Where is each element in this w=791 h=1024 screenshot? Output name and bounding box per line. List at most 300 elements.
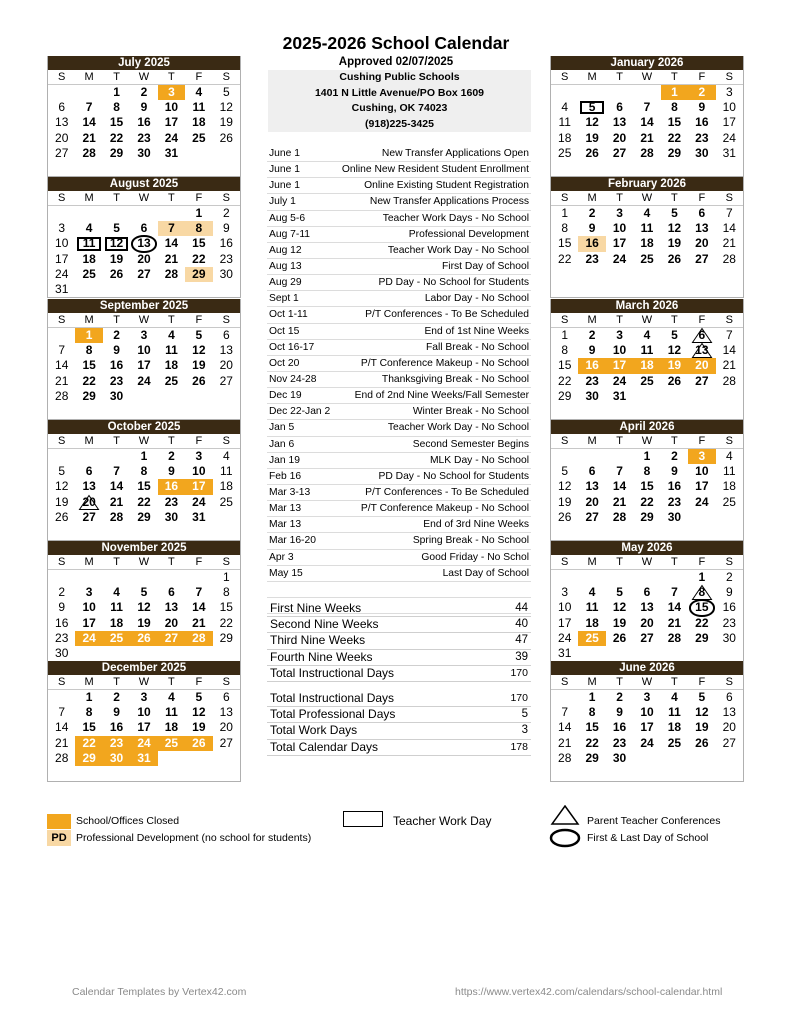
stat-label: Total Instructional Days <box>270 691 395 705</box>
empty-cell <box>606 267 633 282</box>
event-row <box>267 162 531 178</box>
day-cell: 26 <box>109 266 124 281</box>
day-cell: 12 <box>137 600 151 615</box>
day-header: T <box>671 314 678 326</box>
event-row <box>267 259 531 275</box>
day-cell: 25 <box>640 251 654 266</box>
day-header: F <box>195 192 203 204</box>
day-cell: 12 <box>667 221 682 236</box>
day-header: F <box>698 676 706 688</box>
empty-cell <box>48 525 75 540</box>
empty-cell <box>606 525 633 540</box>
day-cell: 16 <box>109 358 124 373</box>
day-header: S <box>725 314 733 326</box>
day-cell: 7 <box>561 705 569 720</box>
school-phone: (918)225-3425 <box>365 117 434 130</box>
day-header: S <box>561 676 569 688</box>
totals-stats <box>267 691 531 756</box>
day-cell: 1 <box>661 85 688 100</box>
empty-cell <box>130 389 157 404</box>
empty-cell <box>716 751 743 766</box>
day-cell: 18 <box>722 479 736 494</box>
day-cell: 29 <box>695 630 709 645</box>
empty-cell <box>716 161 743 176</box>
day-cell: 6 <box>688 328 715 343</box>
day-cell: 14 <box>612 479 627 494</box>
day-cell: 5 <box>195 690 203 704</box>
day-cell: 5 <box>616 585 623 600</box>
day-cell: 3 <box>725 85 733 99</box>
day-cell: 19 <box>137 615 151 630</box>
day-cell: 26 <box>558 509 572 524</box>
day-cell: 13 <box>695 221 709 236</box>
day-cell: 8 <box>561 343 569 358</box>
day-cell: 19 <box>219 115 233 130</box>
event-text: New Transfer Applications Open <box>381 148 529 159</box>
empty-cell <box>661 161 688 176</box>
day-cell: 5 <box>195 328 203 342</box>
day-cell: 10 <box>695 464 709 479</box>
empty-cell <box>213 282 240 297</box>
day-cell: 4 <box>643 206 651 220</box>
day-cell: 29 <box>558 388 572 403</box>
month-title: January 2026 <box>551 56 743 70</box>
empty-cell <box>551 267 578 282</box>
day-cell: 11 <box>723 464 736 479</box>
day-cell: 12 <box>103 236 130 251</box>
empty-cell <box>661 570 688 585</box>
day-cell: 8 <box>222 585 230 600</box>
nine-weeks-stats <box>267 601 531 682</box>
day-cell: 26 <box>585 145 599 160</box>
day-cell: 11 <box>110 600 123 615</box>
day-cell: 1 <box>195 206 203 220</box>
day-cell: 10 <box>137 343 151 358</box>
stat-value: 178 <box>510 740 528 753</box>
empty-cell <box>158 766 185 781</box>
day-cell: 3 <box>561 585 569 600</box>
empty-cell <box>633 85 660 100</box>
day-cell: 5 <box>578 100 605 115</box>
event-text: Last Day of School <box>442 567 529 579</box>
day-cell: 1 <box>588 690 596 704</box>
day-cell: 2 <box>616 690 623 704</box>
day-cell: 17 <box>558 615 572 630</box>
month-may-2026 <box>550 541 744 662</box>
day-cell: 5 <box>671 328 678 342</box>
day-header: W <box>641 314 653 326</box>
day-cell: 31 <box>722 145 736 160</box>
empty-cell <box>48 404 75 419</box>
day-header: F <box>195 71 203 83</box>
day-cell: 20 <box>55 130 69 145</box>
event-text: First Day of School <box>442 260 529 272</box>
month-june-2026 <box>550 661 744 782</box>
day-cell: 23 <box>137 130 151 145</box>
event-text: New Transfer Applications Process <box>369 196 529 208</box>
day-of-week-header <box>551 313 743 328</box>
day-header: W <box>641 435 653 447</box>
conference-triangle-icon <box>692 585 712 600</box>
stat-row <box>267 666 531 682</box>
day-header: T <box>616 676 623 688</box>
day-header: F <box>698 435 706 447</box>
empty-cell <box>661 766 688 781</box>
event-date: Feb 16 <box>269 470 302 482</box>
day-cell: 14 <box>640 115 654 130</box>
day-cell: 9 <box>698 100 706 115</box>
day-cell: 14 <box>82 115 96 130</box>
empty-cell <box>688 161 715 176</box>
event-date: Oct 15 <box>269 325 300 337</box>
event-row <box>267 307 531 323</box>
day-header: W <box>138 435 150 447</box>
day-cell: 30 <box>164 509 179 524</box>
footer-right[interactable]: https://www.vertex42.com/calendars/school-calendar.html <box>455 986 723 998</box>
day-cell: 11 <box>165 343 178 358</box>
day-cell: 13 <box>722 705 736 720</box>
event-row <box>267 227 531 243</box>
day-cell: 20 <box>585 494 599 509</box>
stat-label: Total Instructional Days <box>270 665 395 680</box>
day-cell: 2 <box>113 690 120 704</box>
day-cell: 5 <box>698 690 706 704</box>
day-cell: 3 <box>158 85 185 100</box>
day-cell: 15 <box>667 115 682 130</box>
day-cell: 11 <box>165 705 178 720</box>
day-cell: 21 <box>612 494 627 509</box>
day-cell: 10 <box>612 343 627 358</box>
day-cell: 15 <box>640 479 654 494</box>
event-date: Oct 1-11 <box>269 309 308 321</box>
empty-cell <box>688 282 715 297</box>
day-cell: 7 <box>616 464 623 479</box>
empty-cell <box>48 690 75 705</box>
month-january-2026 <box>550 56 744 177</box>
day-cell: 15 <box>192 236 206 251</box>
empty-cell <box>103 161 130 176</box>
day-cell: 12 <box>55 479 69 494</box>
day-cell: 12 <box>667 343 682 358</box>
empty-cell <box>688 766 715 781</box>
empty-cell <box>551 282 578 297</box>
day-cell: 24 <box>558 630 572 645</box>
event-text: Spring Break - No School <box>412 535 529 547</box>
day-cell: 17 <box>722 115 736 130</box>
empty-cell <box>213 389 240 404</box>
day-header: T <box>113 314 120 326</box>
day-cell: 31 <box>192 509 206 524</box>
stat-label: First Nine Weeks <box>270 601 362 615</box>
empty-cell <box>213 146 240 161</box>
day-cell: 9 <box>113 705 120 720</box>
day-cell: 18 <box>82 251 96 266</box>
day-cell: 14 <box>722 221 736 236</box>
day-cell: 8 <box>85 343 93 358</box>
day-header: S <box>725 71 733 83</box>
day-cell: 2 <box>725 570 733 584</box>
month-october-2025 <box>47 420 241 541</box>
day-header: S <box>725 435 733 447</box>
event-date: Dec 19 <box>269 390 302 402</box>
school-address: 1401 N Little Avenue/PO Box 1609 <box>314 86 485 99</box>
day-cell: 7 <box>725 206 733 220</box>
day-header: T <box>113 435 120 447</box>
day-cell: 29 <box>75 751 102 766</box>
empty-cell <box>158 282 185 297</box>
day-cell: 13 <box>55 115 69 130</box>
empty-cell <box>606 282 633 297</box>
conference-triangle-icon <box>692 328 712 343</box>
empty-cell <box>130 570 157 585</box>
day-header: S <box>561 314 569 326</box>
day-cell: 25 <box>722 494 736 509</box>
empty-cell <box>661 646 688 661</box>
day-of-week-header <box>551 70 743 85</box>
event-text: End of 3rd Nine Weeks <box>423 519 529 531</box>
event-row <box>267 275 531 291</box>
event-text: MLK Day - No School <box>429 454 529 466</box>
event-row <box>267 437 531 453</box>
empty-cell <box>716 389 743 404</box>
day-of-week-header <box>551 434 743 449</box>
day-cell: 27 <box>219 373 233 388</box>
event-row <box>267 194 531 210</box>
day-cell: 12 <box>219 100 233 115</box>
day-cell: 19 <box>558 494 572 509</box>
month-title: September 2025 <box>48 299 240 313</box>
day-header: M <box>84 435 94 447</box>
day-cell: 13 <box>612 115 627 130</box>
day-cell: 16 <box>219 236 233 251</box>
day-header: W <box>641 71 653 83</box>
day-cell: 9 <box>140 100 148 115</box>
legend-first-last: First & Last Day of School <box>587 832 709 844</box>
day-cell: 22 <box>192 251 206 266</box>
day-cell: 27 <box>722 735 736 750</box>
day-cell: 18 <box>109 615 124 630</box>
day-cell: 7 <box>85 100 93 115</box>
month-title: March 2026 <box>551 299 743 313</box>
event-date: Jan 5 <box>269 422 295 434</box>
day-cell: 22 <box>219 615 233 630</box>
day-cell: 25 <box>219 494 233 509</box>
empty-cell <box>606 449 633 464</box>
legend-closed: School/Offices Closed <box>76 815 180 827</box>
day-cell: 3 <box>140 690 148 704</box>
empty-cell <box>103 206 130 221</box>
stat-label: Second Nine Weeks <box>270 617 379 632</box>
event-row <box>267 550 531 566</box>
day-cell: 23 <box>55 630 69 645</box>
empty-cell <box>103 570 130 585</box>
empty-cell <box>130 525 157 540</box>
event-text: P/T Conference Makeup - No School <box>360 503 529 515</box>
day-header: S <box>725 556 733 568</box>
day-cell: 16 <box>55 615 69 630</box>
day-cell: 26 <box>612 630 627 645</box>
day-cell: 29 <box>219 630 233 645</box>
event-date: June 1 <box>269 148 300 159</box>
empty-cell <box>661 404 688 419</box>
day-cell: 6 <box>588 464 596 479</box>
day-cell: 16 <box>722 600 736 615</box>
day-cell: 11 <box>558 115 571 130</box>
day-cell: 24 <box>612 251 627 266</box>
event-text: Fall Break - No School <box>425 341 529 353</box>
day-header: W <box>138 192 150 204</box>
day-cell: 2 <box>58 585 66 600</box>
stat-value: 170 <box>510 692 528 704</box>
empty-cell <box>633 161 660 176</box>
empty-cell <box>578 525 605 540</box>
empty-cell <box>578 161 605 176</box>
day-cell: 21 <box>55 373 69 388</box>
day-cell: 14 <box>558 720 572 735</box>
day-header: S <box>725 676 733 688</box>
day-header: T <box>671 676 678 688</box>
stat-label: Total Professional Days <box>270 707 396 722</box>
day-cell: 7 <box>725 328 733 342</box>
day-cell: 2 <box>168 449 175 463</box>
event-row <box>267 469 531 485</box>
day-cell: 9 <box>113 343 120 358</box>
day-cell: 3 <box>58 221 66 236</box>
day-cell: 18 <box>558 130 572 145</box>
conference-triangle-icon <box>692 343 712 358</box>
legend-pd: Professional Development (no school for students) <box>76 832 312 844</box>
event-date: Nov 24-28 <box>269 373 317 385</box>
day-cell: 5 <box>140 585 148 600</box>
day-cell: 21 <box>640 130 654 145</box>
day-cell: 9 <box>671 464 678 479</box>
day-header: S <box>222 71 230 83</box>
day-cell: 30 <box>137 145 151 160</box>
day-cell: 22 <box>82 373 96 388</box>
event-date: Aug 7-11 <box>269 228 311 240</box>
day-cell: 9 <box>588 343 596 358</box>
day-cell: 23 <box>109 373 124 388</box>
day-cell: 11 <box>585 600 599 615</box>
month-title: April 2026 <box>551 420 743 434</box>
day-cell: 26 <box>185 736 212 751</box>
day-header: M <box>587 71 597 83</box>
empty-cell <box>213 766 240 781</box>
day-cell: 5 <box>561 464 569 479</box>
day-cell: 6 <box>222 328 230 342</box>
empty-cell <box>578 449 605 464</box>
day-cell: 27 <box>695 251 709 266</box>
event-date: Jan 6 <box>269 438 295 450</box>
day-cell: 1 <box>75 328 102 343</box>
day-cell: 29 <box>109 145 124 160</box>
event-text: Thanksgiving Break - No School <box>381 373 529 385</box>
stat-row <box>267 740 531 756</box>
day-cell: 4 <box>671 690 678 704</box>
day-cell: 10 <box>192 464 206 479</box>
event-row <box>267 356 531 372</box>
day-cell: 4 <box>195 85 203 99</box>
day-cell: 13 <box>219 343 233 358</box>
school-city: Cushing, OK 74023 <box>351 102 448 114</box>
day-cell: 14 <box>55 358 69 373</box>
page-title: 2025-2026 School Calendar <box>282 33 510 53</box>
event-date: Aug 5-6 <box>269 212 306 224</box>
day-cell: 27 <box>585 509 599 524</box>
day-cell: 10 <box>82 600 96 615</box>
day-cell: 5 <box>58 464 66 479</box>
day-cell: 25 <box>103 631 130 646</box>
day-header: M <box>587 676 597 688</box>
event-date: Oct 16-17 <box>269 341 315 353</box>
day-cell: 26 <box>192 373 206 388</box>
day-cell: 23 <box>585 373 599 388</box>
day-header: M <box>84 192 94 204</box>
day-cell: 8 <box>588 705 596 720</box>
day-cell: 26 <box>55 509 69 524</box>
day-header: F <box>195 435 203 447</box>
event-row <box>267 324 531 340</box>
month-march-2026 <box>550 299 744 420</box>
day-header: W <box>138 71 150 83</box>
day-header: W <box>138 556 150 568</box>
empty-cell <box>633 766 660 781</box>
day-cell: 4 <box>168 328 175 342</box>
day-cell: 23 <box>219 251 233 266</box>
day-cell: 8 <box>85 705 93 720</box>
day-cell: 9 <box>222 221 230 236</box>
stat-value: 40 <box>515 618 528 631</box>
day-header: F <box>698 71 706 83</box>
day-cell: 4 <box>168 690 175 704</box>
empty-cell <box>130 161 157 176</box>
empty-cell <box>688 404 715 419</box>
day-cell: 11 <box>640 343 654 358</box>
empty-cell <box>606 570 633 585</box>
day-cell: 28 <box>667 630 682 645</box>
day-cell: 9 <box>168 464 175 479</box>
day-cell: 19 <box>55 494 69 509</box>
event-row <box>267 211 531 227</box>
day-cell: 30 <box>612 750 627 765</box>
day-cell: 2 <box>688 85 715 100</box>
day-header: T <box>616 435 623 447</box>
empty-cell <box>213 161 240 176</box>
day-cell: 8 <box>688 585 715 600</box>
stat-row <box>267 633 531 649</box>
day-cell: 15 <box>688 600 715 615</box>
day-cell: 24 <box>164 130 179 145</box>
day-header: S <box>222 676 230 688</box>
day-header: T <box>168 435 175 447</box>
empty-cell <box>75 206 102 221</box>
event-row <box>267 485 531 501</box>
empty-cell <box>185 525 212 540</box>
day-cell: 3 <box>688 449 715 464</box>
day-header: T <box>168 676 175 688</box>
empty-cell <box>158 389 185 404</box>
empty-cell <box>48 766 75 781</box>
footer-left[interactable]: Calendar Templates by Vertex42.com <box>72 986 247 998</box>
day-cell: 13 <box>82 479 96 494</box>
empty-cell <box>213 751 240 766</box>
day-cell: 8 <box>113 100 120 115</box>
stat-row <box>267 723 531 739</box>
day-cell: 15 <box>137 479 151 494</box>
empty-cell <box>158 404 185 419</box>
day-cell: 4 <box>588 585 596 600</box>
day-cell: 28 <box>164 266 179 281</box>
